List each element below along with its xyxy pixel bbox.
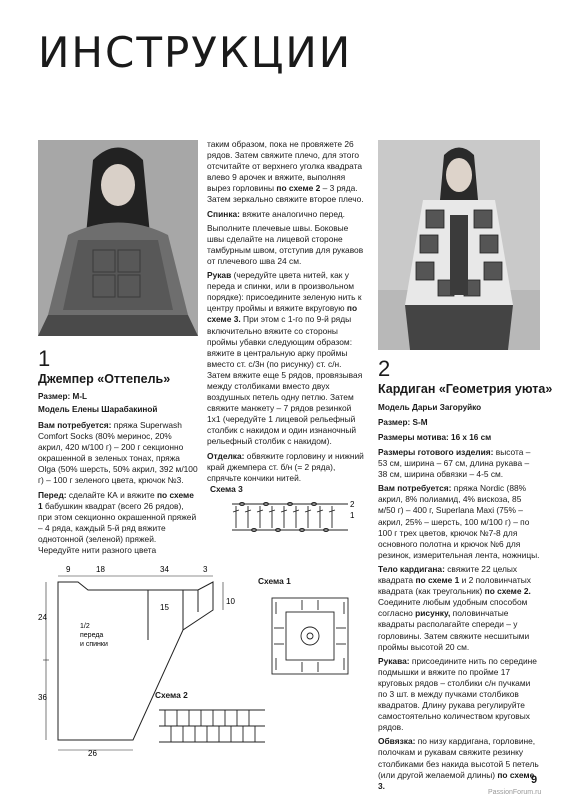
watermark: PassionForum.ru <box>488 789 542 796</box>
scheme1-diagram <box>262 592 362 680</box>
photo-jumper-image <box>38 140 198 336</box>
item1-materials: Вам потребуется: пряжа Superwash Comfort Socks (80% меринос, 20% акрил, 420 м/100 г) – 200 г секционно окрашенной в зеленых тонах, пряжа Olga (50% шерсть, 50% акрил, 392 м/100 г) – 100 г зеленого цвета, крючок №3. Перед: сделайте КА и вяжите по схеме 1 бабушкин квадрат (всего 26 рядов), при этом секционно окрашенной пряжей – 4 ряда, каждый 5-й ряд вяжите однотонной (зеленой) пряжей. Чередуйте нити разного цвета <box>38 420 198 556</box>
page-number: 9 <box>531 774 538 786</box>
dim-24: 24 <box>38 613 47 622</box>
scheme3-row-2: 2 <box>350 500 355 509</box>
page-title: ИНСТРУКЦИИ <box>38 28 353 77</box>
half-label-1: 1/2 <box>80 623 90 630</box>
item1-number: 1 <box>38 346 51 371</box>
photo-cardigan <box>378 140 540 350</box>
item1-instructions-continued: таким образом, пока не провяжете 26 рядов. Затем свяжите плечо, для этого отсчитайте от верхнего уголка квадрата влево 9 арочек и вяжите, выполняя вырез горловины по схеме 2 – 3 ряда. Затем зеркально свяжите второе плечо. Спинка: вяжите аналогично перед. Выполните плечевые швы. Боковые швы сделайте на лицевой стороне тамбурным швом, отступив для рукавов от плечевого шва 24 см. Рукав (чередуйте цвета нитей, как у переда и спинки, или в произвольном порядке): присоедините зеленую нить к центру проймы и вяжите вкруговую по схеме 3. При этом с 1-го по 9-й ряды включительно вяжите со стороны проймы убавки следующим образом: вяжите в центральную арку проймы вместо ст. с/3н (по рисунку) ст. с/н. Затем вяжите еще 5 рядов, провязывая между столбиками вместо двух воздушных петель одну петлю. Затем свяжите манжету – 7 рядов резинкой 1х1 (чередуйте 1 лицевой рельефный столбик с накидом и один изнаночный рельефный столбик с накидом). Отделка: обвяжите горловину и нижний край джемпера ст. б/н (= 2 ряда), спрячьте кончики нитей. <box>207 139 364 483</box>
half-label-2: переда <box>80 632 104 639</box>
dim-36: 36 <box>38 693 47 702</box>
item2-instructions: Размеры готового изделия: высота – 53 см, ширина – 67 см, длина рукава – 38 см, ширина обвязки – 4-5 см. Вам потребуется: пряжа Nordic (88% акрил, 8% полиамид, 4% вискоза, 85 м/50 г) – 400 г, Superlana Maxi (75% – акрил, 25% – шерсть, 100 м/100 г) – по 100 г трех цветов, крючок №7-8 для основного полотна и крючок №6 для резинок, измерительная лента, ножницы. Тело кардигана: свяжите 22 целых квадрата по схеме 1 и 2 половинчатых квадрата (как треугольник) по схеме 2. Соедините любым удобным способом согласно рисунку, половинчатые квадраты располагайте спереди – у горловины. Затем свяжите несшитыми проймы высотой 20 см. Рукава: присоедините нить по середине подмышки и вяжите по пройме 17 круговых рядов – столбики с/н пучками по 3 шт. в между пучками столбиков квадратов. Длину рукава регулируйте самостоятельно количеством круговых рядов. Обвязка: по низу кардигана, горловине, полочкам и рукавам свяжите резинку столбиками без накида высотой 5 петель (или другой желаемой длины) по схеме 3. <box>378 447 540 791</box>
dim-18: 18 <box>96 565 105 574</box>
scheme2-label: Схема 2 <box>155 690 188 700</box>
photo-jumper <box>38 140 198 336</box>
item2-number: 2 <box>378 356 391 381</box>
item1-size: Размер: M-L <box>38 392 88 401</box>
dim-34: 34 <box>160 565 169 574</box>
dim-15: 15 <box>160 603 169 612</box>
scheme3-diagram <box>228 494 358 544</box>
item2-name: Кардиган «Геометрия уюта» <box>378 382 553 396</box>
dim-9: 9 <box>66 565 71 574</box>
scheme1-label: Схема 1 <box>258 576 291 586</box>
dim-10: 10 <box>226 597 235 606</box>
scheme3-row-1: 1 <box>350 511 355 520</box>
item2-size: Размер: S-M <box>378 418 428 427</box>
photo-cardigan-image <box>378 140 540 350</box>
item2-model: Модель Дарьи Загоруйко <box>378 403 482 412</box>
item1-model: Модель Елены Шарабакиной <box>38 405 158 414</box>
dim-3: 3 <box>203 565 208 574</box>
scheme3-label: Схема 3 <box>210 484 243 494</box>
item2-motif-size: Размеры мотива: 16 х 16 см <box>378 433 492 442</box>
item1-name: Джемпер «Оттепель» <box>38 372 171 386</box>
half-label-3: и спинки <box>80 641 108 648</box>
dim-26: 26 <box>88 749 97 758</box>
scheme2-diagram <box>155 700 275 752</box>
